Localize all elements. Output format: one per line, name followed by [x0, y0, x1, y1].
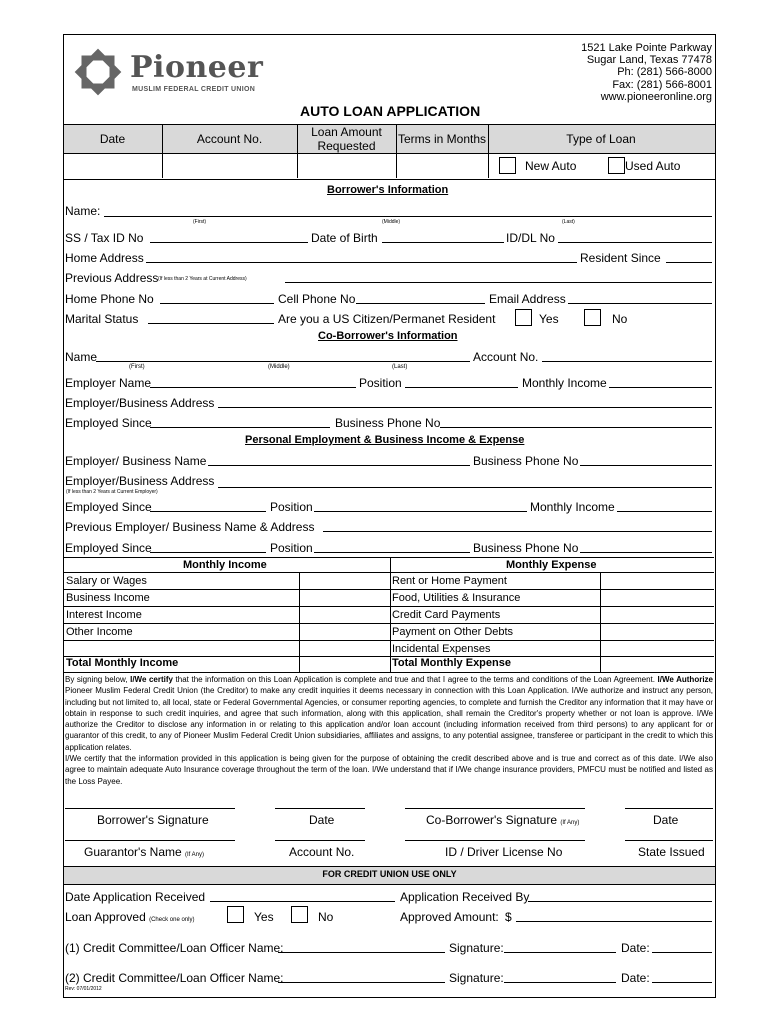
new-auto-label: New Auto — [525, 159, 577, 173]
co-employer-address-field[interactable] — [218, 395, 712, 408]
approved-no-checkbox[interactable] — [291, 906, 308, 923]
business-phone-field[interactable] — [580, 453, 712, 466]
address-line: Sugar Land, Texas 77478 — [586, 54, 712, 67]
interest-income-amount-input[interactable] — [300, 606, 390, 622]
expense-row-label: Incidental Expenses — [392, 643, 491, 655]
home-phone-label: Home Phone No — [65, 292, 154, 306]
dollar-sign: $ — [505, 910, 512, 924]
business-income-amount-input[interactable] — [300, 589, 390, 605]
address-line: 1521 Lake Pointe Parkway — [581, 42, 712, 54]
borrower-signature-line[interactable] — [65, 808, 235, 809]
fax-line: Fax: (281) 566-8001 — [612, 78, 712, 91]
date-input[interactable] — [64, 154, 161, 177]
employer-business-name-label: Employer/ Business Name — [65, 454, 207, 468]
co-position-label: Position — [359, 376, 402, 390]
signature1-label: Signature: — [449, 941, 504, 955]
committee2-field[interactable] — [278, 970, 445, 983]
received-by-field[interactable] — [528, 889, 712, 902]
business-phone-label: Business Phone No — [473, 454, 579, 468]
previous-employer-field[interactable] — [323, 519, 712, 532]
certification-paragraph: By signing below, I/We certify that the information on this Loan Application is complete and true and that I agree to the terms and conditions of the Loan Agreement. I/We Authorize Pioneer Muslim Federal Credit Union (the Creditor) to make any credit inquiries it deems necessary in connection with this Loan Application. I/We authorize and instruct any person, including but not limited to, all local, state or Federal Governmental Agencies, or consumer reporting agencies, to complete and furnish the Creditor any information that it may have or obtain in response to such credit inquiries, and agree that such information, along with this application, shall remain the Creditor's property whether or not loan is approve. I/We authorize the Creditor to disclose any information in or relating to this application and/or loan account (including information received from third persons) to any applicant for or guarantor of this credit, to any of Pioneer Muslim Federal Credit Union subsidiaries, affiliates and assigns, to any potential assignee, transferee or participant in the credit to which this application relates. I/We certify that the information provided in this application is being given for the purpose of obtaining the credit described above and is true and correct as of this date. I/We also agree to maintain adequate Auto Insurance coverage throughout the term of the loan. I/We understand that if I/We change insurance providers, PMFCU must be notified and listed as the Loss Payee. — [65, 675, 713, 786]
coborrower-account-field[interactable] — [542, 349, 712, 362]
business-phone2-label: Business Phone No — [473, 541, 579, 555]
terms-input[interactable] — [397, 154, 487, 177]
previous-address-note: (If less than 2 Years at Current Address) — [158, 276, 247, 282]
business-phone2-field[interactable] — [580, 540, 712, 553]
home-address-field[interactable] — [146, 250, 577, 263]
loan-approved-label: Loan Approved (Check one only) — [65, 910, 195, 924]
account-no-label: Account No. — [289, 845, 355, 859]
income-row-label: Interest Income — [66, 609, 142, 621]
logo — [70, 44, 264, 100]
employed-since2-label: Employed Since — [65, 541, 152, 555]
co-monthly-income-label: Monthly Income — [522, 376, 607, 390]
salary-amount-input[interactable] — [300, 572, 390, 588]
employer-business-name-field[interactable] — [208, 453, 470, 466]
previous-employer-label: Previous Employer/ Business Name & Address — [65, 520, 315, 534]
citizen-no-checkbox[interactable] — [584, 309, 601, 326]
date-received-field[interactable] — [210, 889, 395, 902]
citizen-yes-checkbox[interactable] — [515, 309, 532, 326]
committee1-field[interactable] — [278, 940, 445, 953]
address-block — [581, 42, 712, 103]
co-employer-name-label: Employer Name — [65, 376, 152, 390]
signature1-field[interactable] — [504, 940, 616, 953]
phone-line: Ph: (281) 566-8000 — [617, 66, 712, 79]
signature2-label: Signature: — [449, 971, 504, 985]
committee1-label: (1) Credit Committee/Loan Officer Name: — [65, 941, 284, 955]
position-field[interactable] — [314, 499, 527, 512]
approved-yes-checkbox[interactable] — [227, 906, 244, 923]
account-input[interactable] — [163, 154, 296, 177]
coborrower-signature-line[interactable] — [405, 808, 585, 809]
dl-field[interactable] — [558, 230, 712, 243]
expense-row-label: Credit Card Payments — [392, 609, 501, 621]
monthly-income-label: Monthly Income — [530, 500, 615, 514]
received-by-label: Application Received By — [400, 890, 530, 904]
citizen-yes-label: Yes — [539, 312, 559, 326]
employment-heading: Personal Employment & Business Income & Expense — [245, 434, 525, 446]
middle-caption: (Middle) — [382, 219, 401, 225]
marital-label: Marital Status — [65, 312, 139, 326]
date1-line[interactable] — [275, 808, 365, 809]
co-employer-name-field[interactable] — [150, 375, 356, 388]
employer-note: (If less than 2 Years at Current Employer) — [66, 489, 158, 495]
approved-amount-label: Approved Amount: — [400, 910, 499, 924]
income-row-label: Business Income — [66, 592, 150, 604]
total-expense-label: Total Monthly Expense — [392, 657, 511, 669]
ssn-field[interactable] — [150, 230, 308, 243]
monthly-income-field[interactable] — [617, 499, 712, 512]
date-received-label: Date Application Received — [65, 890, 206, 904]
previous-address-field[interactable] — [285, 270, 712, 283]
income-row-label: Salary or Wages — [66, 575, 147, 587]
last-caption: (Last) — [562, 219, 575, 225]
loan-amount-input[interactable] — [298, 154, 395, 177]
resident-since-label: Resident Since — [580, 251, 661, 265]
co-monthly-income-field[interactable] — [609, 375, 712, 388]
logo-name: Pioneer — [130, 50, 264, 85]
co-middle-caption: (Middle) — [268, 364, 290, 370]
home-address-label: Home Address — [65, 251, 144, 265]
cell-phone-field[interactable] — [356, 291, 485, 304]
credit-card-amount-input[interactable] — [601, 606, 713, 622]
date1-cu-label: Date: — [621, 941, 650, 955]
guarantor-name-line[interactable] — [65, 840, 235, 841]
coborrower-heading: Co-Borrower's Information — [318, 330, 458, 342]
email-label: Email Address — [489, 292, 566, 306]
approved-no-label: No — [318, 910, 334, 924]
previous-address-label: Previous Address — [65, 271, 159, 285]
expense-heading: Monthly Expense — [506, 559, 597, 571]
date2-label: Date — [653, 813, 679, 827]
co-business-phone-field[interactable] — [440, 415, 712, 428]
state-issued-label: State Issued — [638, 845, 705, 859]
expense-row-label: Payment on Other Debts — [392, 626, 514, 638]
position2-label: Position — [270, 541, 313, 555]
co-business-phone-label: Business Phone No — [335, 416, 441, 430]
account-column-header: Account No. — [196, 132, 263, 146]
resident-since-field[interactable] — [666, 250, 712, 263]
approved-yes-label: Yes — [254, 910, 274, 924]
employer-address-field[interactable] — [218, 475, 712, 488]
terms-column-header: Terms in Months — [397, 132, 487, 146]
dob-label: Date of Birth — [311, 231, 378, 245]
date2-cu-field[interactable] — [652, 970, 712, 983]
form-title: AUTO LOAN APPLICATION — [300, 103, 481, 119]
ssn-label: SS / Tax ID No — [65, 231, 144, 245]
date2-line[interactable] — [625, 808, 713, 809]
type-of-loan-header: Type of Loan — [566, 132, 636, 146]
position-label: Position — [270, 500, 313, 514]
approved-amount-field[interactable] — [516, 909, 712, 922]
borrower-signature-label: Borrower's Signature — [97, 813, 209, 827]
co-employer-address-label: Employer/Business Address — [65, 396, 215, 410]
employed-since-label: Employed Since — [65, 500, 152, 514]
position2-field[interactable] — [314, 540, 470, 553]
total-income-label: Total Monthly Income — [66, 657, 179, 669]
logo-subtitle: MUSLIM FEDERAL CREDIT UNION — [132, 86, 256, 93]
dob-field[interactable] — [382, 230, 504, 243]
name-field[interactable] — [104, 203, 712, 217]
other-debts-amount-input[interactable] — [601, 623, 713, 639]
home-phone-field[interactable] — [160, 291, 274, 304]
coborrower-name-field[interactable] — [96, 349, 470, 362]
used-auto-checkbox[interactable] — [608, 157, 625, 174]
employed-since-field[interactable] — [150, 499, 266, 512]
date-column-header: Date — [99, 132, 126, 146]
date1-cu-field[interactable] — [652, 940, 712, 953]
coborrower-signature-label: Co-Borrower's Signature (If Any) — [426, 813, 580, 827]
rent-amount-input[interactable] — [601, 572, 713, 588]
food-amount-input[interactable] — [601, 589, 713, 605]
first-caption: (First) — [193, 219, 207, 225]
income-heading: Monthly Income — [183, 559, 267, 571]
employer-address-label: Employer/Business Address — [65, 474, 215, 488]
borrower-heading: Borrower's Information — [327, 184, 449, 196]
credit-union-use-heading: FOR CREDIT UNION USE ONLY — [322, 869, 457, 879]
cell-phone-label: Cell Phone No — [278, 292, 356, 306]
used-auto-label: Used Auto — [625, 159, 681, 173]
id-license-line[interactable] — [405, 840, 585, 841]
revision-date: Rev: 07/01/2012 — [65, 986, 102, 992]
star-logo-icon — [70, 44, 126, 100]
us-citizen-label: Are you a US Citizen/Permanet Resident — [278, 312, 496, 326]
expense-row-label: Food, Utilities & Insurance — [392, 592, 521, 604]
coborrower-account-label: Account No. — [473, 350, 539, 364]
co-first-caption: (First) — [129, 364, 145, 370]
marital-field[interactable] — [148, 311, 274, 324]
co-employed-since-field[interactable] — [150, 415, 330, 428]
dl-label: ID/DL No — [506, 231, 555, 245]
citizen-no-label: No — [612, 312, 628, 326]
guarantor-name-label: Guarantor's Name (If Any) — [84, 845, 205, 859]
account-no-line[interactable] — [275, 840, 365, 841]
date1-label: Date — [309, 813, 335, 827]
other-income-amount-input[interactable] — [300, 623, 390, 639]
coborrower-name-label: Name — [65, 350, 98, 364]
co-position-field[interactable] — [405, 375, 518, 388]
email-field[interactable] — [568, 291, 712, 304]
new-auto-checkbox[interactable] — [499, 157, 516, 174]
employed-since2-field[interactable] — [150, 540, 266, 553]
name-label: Name: — [65, 204, 101, 218]
signature2-field[interactable] — [504, 970, 616, 983]
website-line: www.pioneeronline.org — [600, 90, 712, 103]
income-row-label: Other Income — [66, 626, 133, 638]
date2-cu-label: Date: — [621, 971, 650, 985]
committee2-label: (2) Credit Committee/Loan Officer Name: — [65, 971, 284, 985]
id-license-label: ID / Driver License No — [445, 845, 563, 859]
state-issued-line[interactable] — [625, 840, 713, 841]
co-last-caption: (Last) — [392, 364, 408, 370]
co-employed-since-label: Employed Since — [65, 416, 152, 430]
loan-amount-header: Loan Amount Requested — [311, 125, 382, 153]
expense-row-label: Rent or Home Payment — [392, 575, 507, 587]
